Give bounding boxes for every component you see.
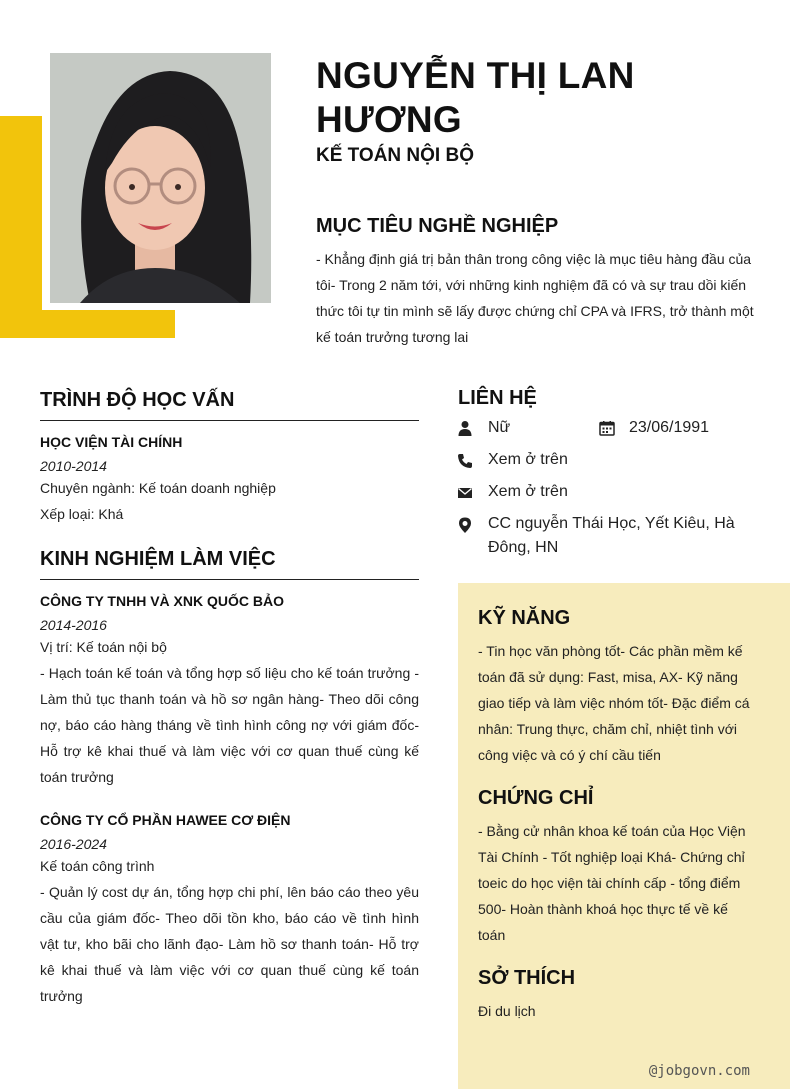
certificates-section	[478, 785, 753, 948]
portrait-illustration	[50, 53, 271, 303]
education-title: TRÌNH ĐỘ HỌC VẤN	[40, 389, 235, 411]
job-years: 2016-2024	[40, 836, 107, 852]
job-position: Kế toán công trình	[40, 858, 155, 874]
contact-gender: Nữ	[488, 419, 511, 436]
person-icon	[457, 420, 473, 436]
experience-section	[40, 545, 419, 1009]
job-years: 2014-2016	[40, 617, 107, 633]
experience-divider	[40, 579, 419, 580]
accent-bar-horizontal	[0, 310, 175, 338]
certificates-title: CHỨNG CHỈ	[478, 787, 594, 809]
job-description: - Quản lý cost dự án, tổng hợp chi phí, lên báo cáo theo yêu cầu của giám đốc- Theo dõi tồn kho, báo cáo về tình hình vật tư, kho bãi cho lãnh đạo- Làm hồ sơ thanh toán- Hỗ trợ kê khai thuế và làm việc với cơ quan thuế cùng kế toán trưởng	[40, 884, 419, 1004]
skills-title: KỸ NĂNG	[478, 607, 571, 629]
profile-photo	[50, 53, 271, 303]
job-entry	[40, 812, 419, 1009]
hobbies-section	[478, 965, 753, 1024]
job-entry	[40, 593, 419, 790]
contact-email: Xem ở trên	[488, 483, 568, 500]
calendar-icon	[599, 420, 615, 436]
job-position: Vị trí: Kế toán nội bộ	[40, 639, 167, 655]
company-name: CÔNG TY CỔ PHẦN HAWEE CƠ ĐIỆN	[40, 812, 291, 828]
education-divider	[40, 420, 419, 421]
contact-title: LIÊN HỆ	[458, 387, 537, 409]
skills-section	[478, 605, 753, 768]
experience-title: KINH NGHIỆM LÀM VIỆC	[40, 548, 276, 570]
hobbies-title: SỞ THÍCH	[478, 967, 576, 989]
email-icon	[457, 485, 473, 501]
job-description: - Hạch toán kế toán và tổng hợp số liệu cho kế toán trưởng - Làm thủ tục thanh toán và hồ sơ ngân hàng- Theo dõi công nợ, báo cáo hàng tháng về tình hình công nợ với giám đốc- Hỗ trợ kê khai thuế và làm việc với cơ quan thuế cùng kế toán trưởng	[40, 665, 419, 785]
skills-text: - Tin học văn phòng tốt- Các phần mềm kế toán đã sử dụng: Fast, misa, AX- Kỹ năng giao tiếp và làm việc nhóm tốt- Đặc điểm cá nhân: Trung thực, chăm chỉ, nhiệt tình với công việc và có ý chí cầu tiến	[478, 643, 750, 763]
contact-address: CC nguyễn Thái Học, Yết Kiêu, Hà Đông, HN	[488, 515, 735, 556]
objective-title: MỤC TIÊU NGHỀ NGHIỆP	[316, 215, 559, 237]
watermark: @jobgovn.com	[648, 1063, 750, 1079]
hobbies-text: Đi du lịch	[478, 1003, 536, 1019]
company-name: CÔNG TY TNHH VÀ XNK QUỐC BẢO	[40, 593, 284, 609]
phone-icon	[457, 453, 473, 469]
school-name: HỌC VIỆN TÀI CHÍNH	[40, 434, 183, 450]
education-major: Chuyên ngành: Kế toán doanh nghiệp	[40, 480, 276, 496]
location-pin-icon	[457, 517, 473, 533]
side-panel	[458, 583, 790, 1089]
education-years: 2010-2014	[40, 458, 107, 474]
education-grade: Xếp loại: Khá	[40, 506, 124, 522]
contact-phone: Xem ở trên	[488, 451, 568, 468]
accent-bar-vertical	[0, 116, 42, 338]
education-section	[40, 386, 419, 527]
objective-text: - Khẳng định giá trị bản thân trong công việc là mục tiêu hàng đầu của tôi- Trong 2 năm tới, với những kinh nghiệm đã có và sự trau dồi kiến thức tôi tự tin mình sẽ lấy được chứng chỉ CPA và IFRS, trở thành một kế toán trưởng tương lai	[316, 251, 754, 345]
job-title: KẾ TOÁN NỘI BỘ	[316, 145, 474, 166]
candidate-name: NGUYỄN THỊ LAN HƯƠNG	[316, 55, 635, 140]
contact-birthday: 23/06/1991	[629, 419, 710, 436]
certificates-text: - Bằng cử nhân khoa kế toán của Học Viện Tài Chính - Tốt nghiệp loại Khá- Chứng chỉ toeic do học viện tài chính cấp - tổng điểm 500- Hoàn thành khoá học thực tế về kế toán	[478, 823, 746, 943]
